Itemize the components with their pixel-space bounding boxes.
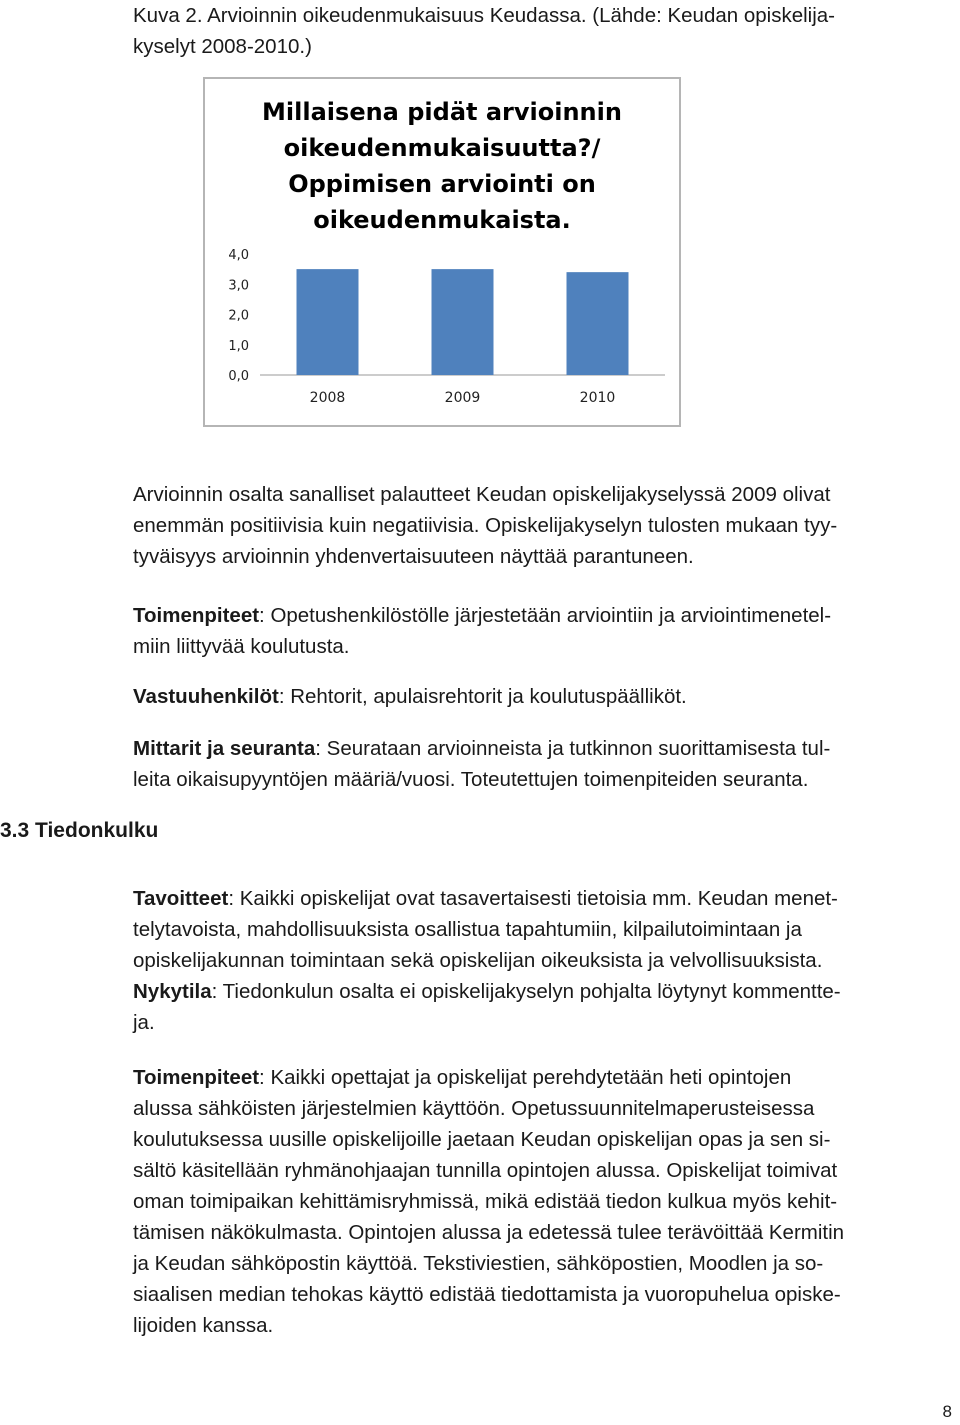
y-tick-label: 4,0 [228,248,249,263]
text-line: tämisen näkökulmasta. Opintojen alussa ja edetessä tulee terävöittää Kermitin [133,1221,845,1244]
x-tick-label: 2010 [579,390,616,406]
text-line: sältö käsitellään ryhmänohjaajan tunnilla opintojen alussa. Opiskelijat toimivat [133,1159,838,1182]
text-line: enemmän positiivisia kuin negatiivisia. Opiskelijakyselyn tulosten mukaan tyy- [133,514,838,537]
paragraph-metrics [133,733,933,795]
caption-line: Kuva 2. Arvioinnin oikeudenmukaisuus Keudassa. (Lähde: Keudan opiskelija- [133,4,836,27]
paragraph-goals-status [133,883,933,1038]
text-line: oman toimipaikan kehittämisryhmissä, mikä edistää tiedon kulkua myös kehit- [133,1190,838,1213]
caption-line: kyselyt 2008-2010.) [133,35,312,58]
goals-label: Tavoitteet [133,887,229,910]
measures-label: Toimenpiteet [133,604,260,627]
y-tick-label: 0,0 [228,369,249,384]
bar-2008 [297,269,359,375]
chart-title-line: Millaisena pidät arvioinnin [262,98,622,126]
metrics-text: : Seurataan arvioinneista ja tutkinnon suorittamisesta tul- [315,737,831,760]
chart-canvas [205,79,679,425]
paragraph-measures-2 [133,1062,933,1341]
text-line: siaalisen median tehokas käyttö edistää tiedottamista ja vuoropuhelua opiske- [133,1283,841,1306]
figure-caption [133,0,933,62]
paragraph-measures [133,600,933,662]
measures-text: : Kaikki opettajat ja opiskelijat perehdytetään heti opintojen [259,1066,792,1089]
x-tick-label: 2008 [309,390,346,406]
y-tick-label: 3,0 [228,278,249,294]
text-line: lijoiden kanssa. [133,1314,274,1337]
y-tick-label: 1,0 [228,338,249,354]
metrics-label: Mittarit ja seuranta [133,737,316,760]
y-tick-label: 2,0 [228,308,249,324]
bar-2010 [567,272,629,375]
responsible-label: Vastuuhenkilöt [133,685,279,708]
page-number: 8 [942,1402,952,1421]
chart-title-line: Oppimisen arviointi on [288,170,596,198]
paragraph-feedback [133,479,933,572]
text-line: Arvioinnin osalta sanalliset palautteet Keudan opiskelijakyselyssä 2009 olivat [133,483,831,506]
x-tick-label: 2009 [444,390,481,406]
text-line: ja Keudan sähköpostin käyttöä. Tekstiviestien, sähköpostien, Moodlen ja so- [133,1252,824,1275]
text-line: ja. [133,1011,155,1034]
chart-title-line: oikeudenmukaista. [313,206,571,234]
responsible-text: : Rehtorit, apulaisrehtorit ja koulutuspäälliköt. [278,685,687,708]
chart-title-line: oikeudenmukaisuutta?/ [283,134,601,162]
text-line: tyväisyys arvioinnin yhdenvertaisuuteen näyttää parantuneen. [133,545,694,568]
text-line: alussa sähköisten järjestelmien käyttöön. Opetussuunnitelmaperusteisessa [133,1097,815,1120]
text-line: opiskelijakunnan toimintaan sekä opiskelijan oikeuksista ja velvollisuuksista. [133,949,823,972]
text-line: telytavoista, mahdollisuuksista osallistua tapahtumiin, kilpailutoimintaan ja [133,918,802,941]
measures-label: Toimenpiteet [133,1066,260,1089]
section-heading: 3.3 Tiedonkulku [0,819,159,842]
goals-text: : Kaikki opiskelijat ovat tasavertaisesti tietoisia mm. Keudan menet- [228,887,838,910]
text-line: miin liittyvää koulutusta. [133,635,350,658]
bar-chart [203,77,681,427]
status-text: : Tiedonkulun osalta ei opiskelijakyselyn pohjalta löytynyt kommentte- [211,980,841,1003]
bar-2009 [432,269,494,375]
status-label: Nykytila [133,980,212,1003]
measures-text: : Opetushenkilöstölle järjestetään arviointiin ja arviointimenetel- [259,604,832,627]
paragraph-responsible [133,681,933,712]
text-line: leita oikaisupyyntöjen määriä/vuosi. Toteutettujen toimenpiteiden seuranta. [133,768,809,791]
text-line: koulutuksessa uusille opiskelijoille jaetaan Keudan opiskelijan opas ja sen si- [133,1128,831,1151]
